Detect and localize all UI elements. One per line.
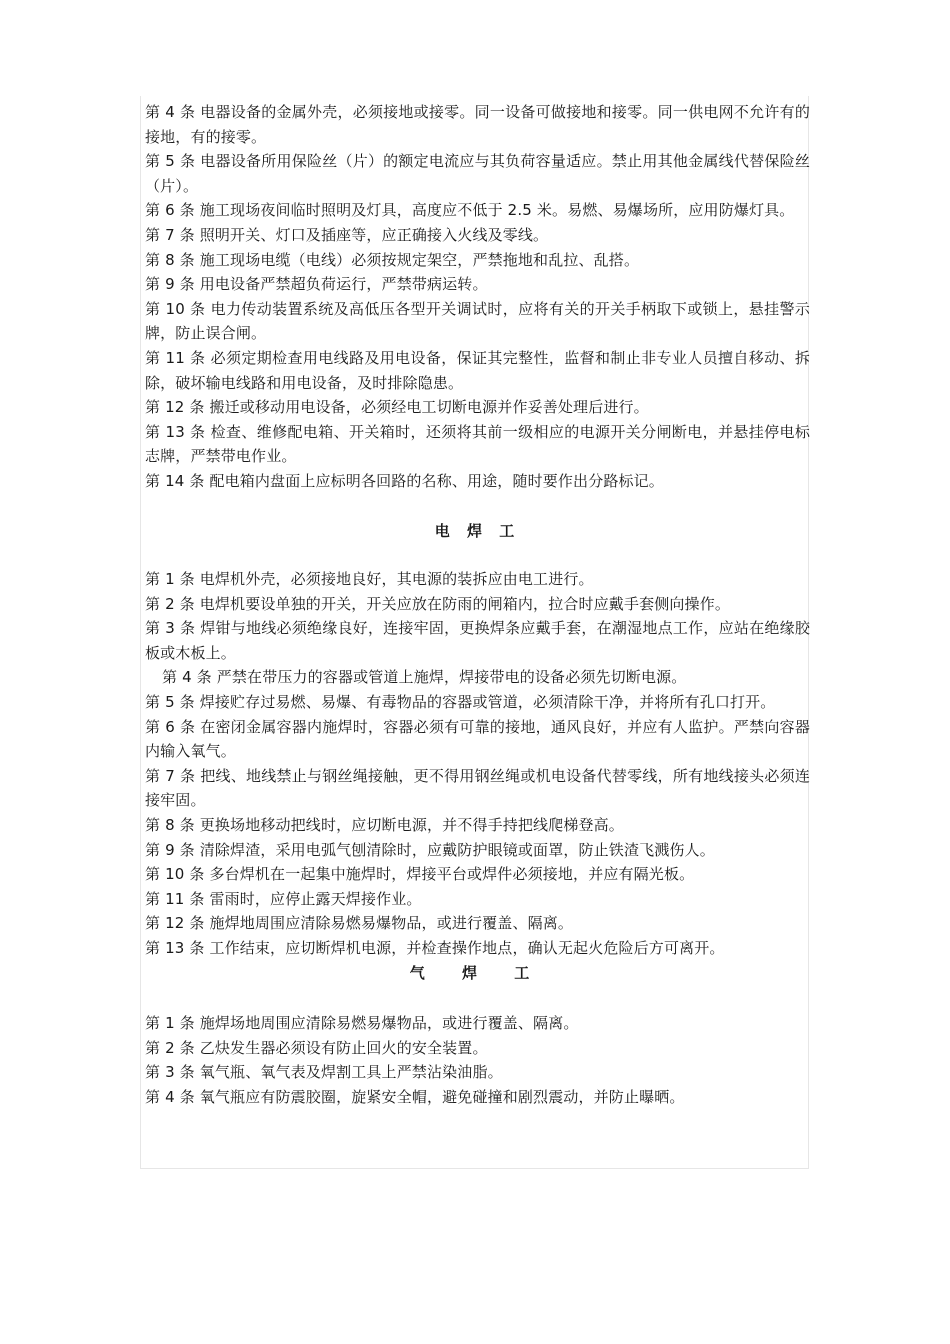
rule-item: 第 2 条 乙炔发生器必须设有防止回火的安全装置。 xyxy=(145,1038,488,1057)
rule-item: 第 4 条 严禁在带压力的容器或管道上施焊，焊接带电的设备必须先切断电源。 xyxy=(162,668,687,687)
rule-item: 第 12 条 施焊地周围应清除易燃易爆物品，或进行覆盖、隔离。 xyxy=(145,914,574,933)
rule-item: 第 6 条 在密闭金属容器内施焊时，容器必须有可靠的接地，通风良好，并应有人监护。严禁向容器内输入氧气。 xyxy=(145,717,810,761)
rule-item: 第 4 条 电器设备的金属外壳，必须接地或接零。同一设备可做接地和接零。同一供电网不允许有的接地，有的接零。 xyxy=(145,103,810,146)
rule-item: 第 5 条 焊接贮存过易燃、易爆、有毒物品的容器或管道，必须清除干净，并将所有孔口打开。 xyxy=(145,693,776,712)
gas-welder-rules xyxy=(145,1011,810,1109)
rule-item: 第 9 条 清除焊渣，采用电弧气刨清除时，应戴防护眼镜或面罩，防止铁渣飞溅伤人。 xyxy=(145,840,715,859)
rule-item: 第 1 条 施焊场地周围应清除易燃易爆物品，或进行覆盖、隔离。 xyxy=(145,1014,579,1033)
document-body xyxy=(145,100,810,1110)
rule-item: 第 8 条 更换场地移动把线时，应切断电源，并不得手持把线爬梯登高。 xyxy=(145,816,624,835)
rule-item: 第 6 条 施工现场夜间临时照明及灯具，高度应不低于 2.5 米。易燃、易爆场所，应用防爆灯具。 xyxy=(145,201,795,220)
rule-item: 第 11 条 必须定期检查用电线路及用电设备，保证其完整性，监督和制止非专业人员擅自移动、拆除，破坏输电线路和用电设备，及时排除隐患。 xyxy=(145,348,810,392)
rule-item: 第 10 条 电力传动装置系统及高低压各型开关调试时，应将有关的开关手柄取下或锁上，悬挂警示牌，防止误合闸。 xyxy=(145,299,810,343)
rule-item: 第 9 条 用电设备严禁超负荷运行，严禁带病运转。 xyxy=(145,275,488,294)
electrician-rules xyxy=(145,100,810,494)
section-title-welder: 电 焊 工 xyxy=(434,521,521,540)
rule-item: 第 10 条 多台焊机在一起集中施焊时，焊接平台或焊件必须接地，并应有隔光板。 xyxy=(145,865,695,884)
rule-item: 第 2 条 电焊机要设单独的开关，开关应放在防雨的闸箱内，拉合时应戴手套侧向操作。 xyxy=(145,594,731,613)
rule-item: 第 7 条 照明开关、灯口及插座等，应正确接入火线及零线。 xyxy=(145,225,549,244)
rule-item: 第 1 条 电焊机外壳，必须接地良好，其电源的装拆应由电工进行。 xyxy=(145,570,594,589)
rule-item: 第 7 条 把线、地线禁止与钢丝绳接触，更不得用钢丝绳或机电设备代替零线，所有地线接头必须连接牢固。 xyxy=(145,766,810,810)
rule-item: 第 3 条 氧气瓶、氧气表及焊割工具上严禁沾染油脂。 xyxy=(145,1063,503,1082)
rule-item: 第 4 条 氧气瓶应有防震胶圈，旋紧安全帽，避免碰撞和剧烈震动，并防止曝晒。 xyxy=(145,1087,685,1106)
rule-item: 第 3 条 焊钳与地线必须绝缘良好，连接牢固，更换焊条应戴手套，在潮湿地点工作，应站在绝缘胶板或木板上。 xyxy=(145,619,810,662)
rule-item: 第 5 条 电器设备所用保险丝（片）的额定电流应与其负荷容量适应。禁止用其他金属线代替保险丝（片）。 xyxy=(145,152,810,195)
section-title-gas-welder: 气 焊 工 xyxy=(409,963,546,982)
rule-item: 第 11 条 雷雨时，应停止露天焊接作业。 xyxy=(145,889,422,908)
rule-item: 第 13 条 工作结束，应切断焊机电源，并检查操作地点，确认无起火危险后方可离开。 xyxy=(145,939,725,957)
rule-item: 第 14 条 配电箱内盘面上应标明各回路的名称、用途，随时要作出分路标记。 xyxy=(145,471,664,490)
rule-item: 第 8 条 施工现场电缆（电线）必须按规定架空，严禁拖地和乱拉、乱搭。 xyxy=(145,250,640,269)
welder-rules xyxy=(145,567,810,961)
rule-item: 第 13 条 检查、维修配电箱、开关箱时，还须将其前一级相应的电源开关分闸断电，并悬挂停电标志牌，严禁带电作业。 xyxy=(145,422,810,466)
rule-item: 第 12 条 搬迁或移动用电设备，必须经电工切断电源并作妥善处理后进行。 xyxy=(145,398,649,417)
